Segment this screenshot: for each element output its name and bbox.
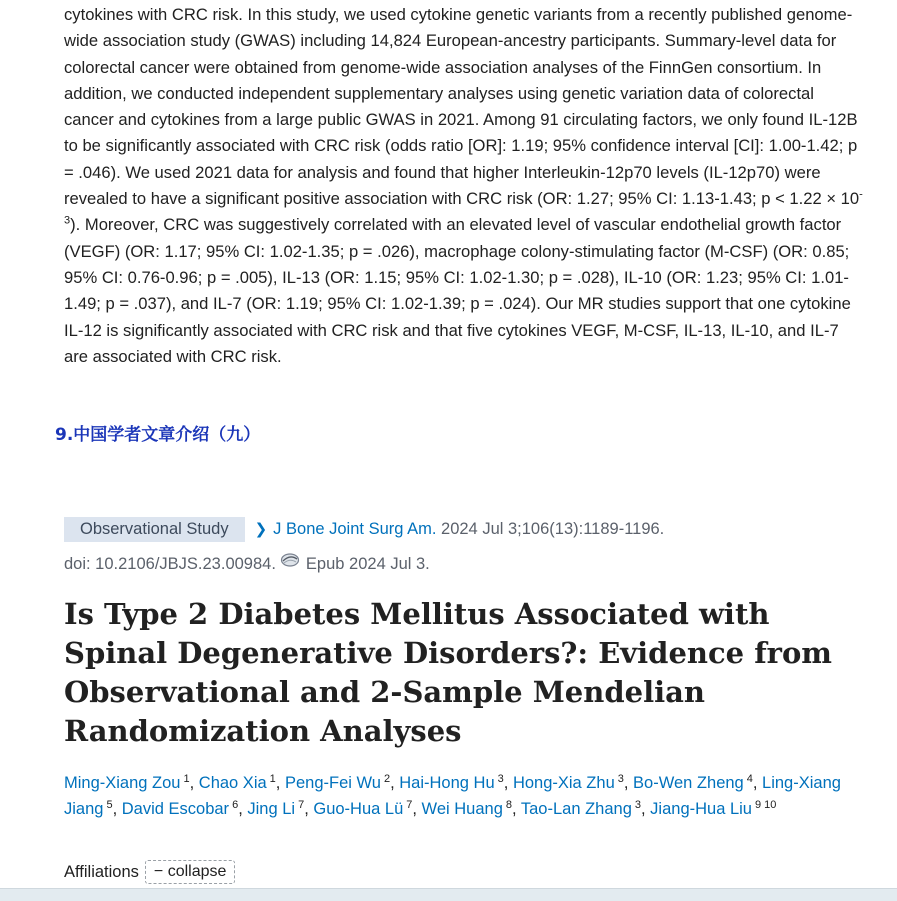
author-link[interactable]: David Escobar (121, 800, 230, 818)
article-meta (64, 515, 664, 543)
doi: doi: 10.2106/JBJS.23.00984. (64, 554, 276, 573)
author-link[interactable]: Tao-Lan Zhang (520, 800, 632, 818)
affiliation-number[interactable]: 8 (505, 798, 512, 811)
affiliation-number[interactable]: 7 (298, 798, 305, 811)
affiliations-label: Affiliations (64, 862, 139, 881)
journal-link[interactable]: J Bone Joint Surg Am. (273, 519, 437, 538)
collapse-button[interactable]: − collapse (145, 860, 236, 884)
author-link[interactable]: Jing Li (247, 800, 296, 818)
affiliation-number[interactable]: 1 (183, 772, 190, 785)
chevron-right-icon: ❯ (254, 521, 268, 538)
author-link[interactable]: Bo-Wen Zheng (633, 774, 744, 792)
affiliations-row (64, 858, 235, 886)
exponent: -3 (64, 188, 863, 227)
author-link[interactable]: Wei Huang (421, 800, 503, 818)
epub-icon (280, 552, 300, 568)
abstract-part-2: ). Moreover, CRC was suggestively correlated with an elevated level of vascular endothelial growth factor (VEGF) (OR: 1.17; 95% CI: 1.02-1.35; p = .026), macrophage colony-stimulating factor (M-CSF) (OR: 0.85; 95% CI: 0.76-0.96; p = .005), IL-13 (OR: 1.15; 95% CI: 1.02-1.30; p = .028), IL-10 (OR: 1.23; 95% CI: 1.01-1.49; p = .037), and IL-7 (OR: 1.19; 95% CI: 1.02-1.39; p = .024). Our MR studies support that one cytokine IL-12 is significantly associated with CRC risk and that five cytokines VEGF, M-CSF, IL-13, IL-10, and IL-7 are associated with CRC risk. (64, 215, 851, 366)
author-link[interactable]: Jiang-Hua Liu (650, 800, 752, 818)
section-heading: 9.中国学者文章介绍（九） (55, 425, 261, 445)
author-link[interactable]: Hai-Hong Hu (399, 774, 495, 792)
affiliation-number[interactable]: 6 (232, 798, 239, 811)
epub-date: Epub 2024 Jul 3. (305, 554, 430, 573)
doi-row (64, 552, 430, 576)
author-link[interactable]: Chao Xia (198, 774, 267, 792)
affiliation-number[interactable]: 2 (383, 772, 391, 785)
affiliation-number[interactable]: 5 (106, 798, 113, 811)
affiliation-number[interactable]: 7 (406, 798, 413, 811)
citation: 2024 Jul 3;106(13):1189-1196. (441, 519, 665, 538)
author-link[interactable]: Hong-Xia Zhu (512, 774, 615, 792)
affiliation-number[interactable]: 1 (269, 772, 276, 785)
affiliation-number[interactable]: 4 (746, 772, 753, 785)
affiliation-number[interactable]: 3 (634, 798, 641, 811)
abstract-text (64, 2, 864, 370)
affiliation-number[interactable]: 3 (497, 772, 504, 785)
author-link[interactable]: Ling-Xiang Jiang (64, 774, 841, 818)
author-link[interactable]: Ming-Xiang Zou (64, 774, 181, 792)
affiliation-number[interactable]: 3 (617, 772, 624, 785)
author-link[interactable]: Guo-Hua Lü (313, 800, 404, 818)
affiliation-number[interactable]: 9 10 (754, 798, 777, 811)
bottom-bar (0, 888, 897, 901)
abstract-part-1: cytokines with CRC risk. In this study, we used cytokine genetic variants from a recently published genome-wide association study (GWAS) including 14,824 European-ancestry participants. Summary-level data for colorectal cancer were obtained from genome-wide association analyses of the FinnGen consortium. In addition, we conducted independent supplementary analyses using genetic variation data of colorectal cancer and cytokines from a large public GWAS in 2021. Among 91 circulating factors, we only found IL-12B to be significantly associated with CRC risk (odds ratio [OR]: 1.19; 95% confidence interval [CI]: 1.00-1.42; p = .046). We used 2021 data for analysis and found that higher Interleukin-12p70 levels (IL-12p70) were revealed to have a significant positive association with CRC risk (OR: 1.27; 95% CI: 1.13-1.43; p < 1.22 × 10 (64, 5, 860, 209)
publication-type-badge[interactable]: Observational Study (64, 517, 245, 542)
author-list: Ming-Xiang Zou $^1$, Chao Xia $^1$, Peng-Fei Wu $^2$, Hai-Hong Hu $^3$, Hong-Xia Zhu $^3$, Bo-Wen Zheng $^4$, Ling-Xiang Jiang $^5$, David Escobar $^6$, Jing Li $^7$, Guo-Hua Lü $^7$, Wei Huang $^8$, Tao-Lan Zhang $^3$, Jiang-Hua Liu $^{9 10}$ (64, 772, 841, 818)
author-link[interactable]: Peng-Fei Wu (284, 774, 381, 792)
article-title: Is Type 2 Diabetes Mellitus Associated with Spinal Degenerative Disorders?: Evidence from Observational and 2-Sample Mendelian Randomization Analyses (64, 597, 832, 748)
